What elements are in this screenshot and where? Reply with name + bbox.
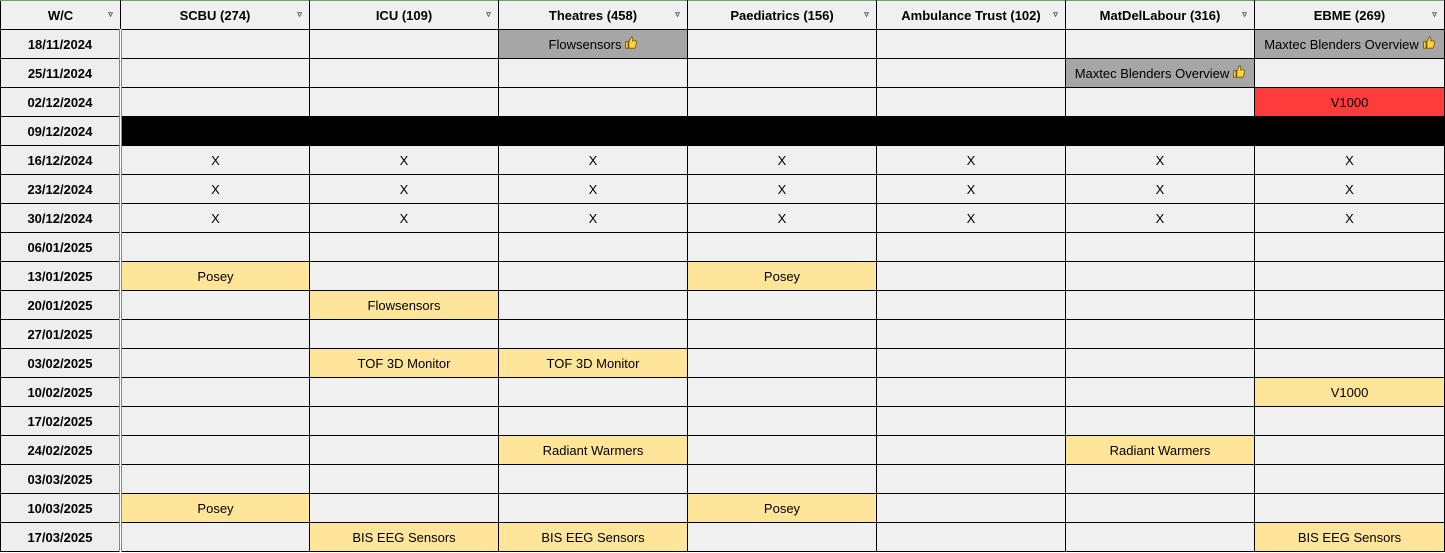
schedule-cell[interactable] [877,88,1066,117]
schedule-cell[interactable] [688,465,877,494]
week-commencing-cell[interactable]: 02/12/2024 [1,88,121,117]
schedule-cell[interactable] [499,233,688,262]
schedule-cell[interactable] [1255,465,1445,494]
schedule-cell[interactable] [310,88,499,117]
column-header-label: EBME (269) [1313,7,1386,23]
schedule-cell[interactable] [121,88,310,117]
column-header[interactable] [1255,1,1445,30]
table-row [1,59,1445,88]
cell-text: X [1155,152,1165,168]
cell-text: Posey [763,268,801,284]
schedule-cell[interactable] [1066,30,1255,59]
schedule-cell[interactable] [1255,320,1445,349]
schedule-cell[interactable] [1066,465,1255,494]
schedule-cell[interactable] [877,59,1066,88]
filter-dropdown-icon[interactable]: ▿ [486,9,491,19]
schedule-cell[interactable] [877,30,1066,59]
column-header[interactable] [310,1,499,30]
schedule-cell[interactable] [310,233,499,262]
column-header-label: W/C [47,7,74,23]
cell-text: X [1345,152,1354,168]
filter-dropdown-icon[interactable]: ▿ [297,9,302,19]
cell-text: Posey [197,500,234,516]
cell-text: BIS EEG Sensors [352,529,456,545]
schedule-cell[interactable] [877,523,1066,552]
table-row [1,523,1445,552]
table-row [1,117,1445,146]
schedule-cell[interactable] [499,349,688,378]
schedule-cell[interactable] [121,407,310,436]
schedule-cell[interactable] [310,59,499,88]
schedule-cell[interactable] [121,262,310,291]
cell-text: X [777,210,787,226]
schedule-cell[interactable] [877,233,1066,262]
cell-text: BIS EEG Sensors [1297,529,1402,545]
cell-text: X [211,152,220,168]
table-row [1,320,1445,349]
schedule-cell[interactable] [688,523,877,552]
schedule-cell[interactable] [688,436,877,465]
filter-dropdown-icon[interactable]: ▿ [1053,9,1058,19]
cell-text: TOF 3D Monitor [546,355,640,371]
schedule-cell[interactable] [499,204,688,233]
table-row [1,175,1445,204]
cell-text: X [966,181,976,197]
annual-leave-banner[interactable]: Annual Leave [121,117,1445,146]
schedule-cell[interactable] [1066,494,1255,523]
column-header-wc[interactable] [1,1,121,30]
schedule-cell[interactable] [688,378,877,407]
schedule-cell[interactable] [310,30,499,59]
schedule-cell[interactable] [1255,175,1445,204]
schedule-cell[interactable] [121,494,310,523]
week-commencing-cell[interactable]: 06/01/2025 [1,233,121,262]
schedule-cell[interactable] [121,146,310,175]
schedule-cell[interactable] [1255,378,1445,407]
schedule-cell[interactable] [1066,291,1255,320]
schedule-cell[interactable] [688,407,877,436]
week-commencing-cell[interactable]: 10/03/2025 [1,494,121,523]
schedule-cell[interactable] [310,349,499,378]
week-commencing-cell[interactable]: 17/03/2025 [1,523,121,552]
schedule-cell[interactable] [688,204,877,233]
week-commencing-cell[interactable]: 17/02/2025 [1,407,121,436]
table-row [1,465,1445,494]
column-header-label: MatDelLabour (316) [1099,7,1221,23]
schedule-cell[interactable] [121,320,310,349]
schedule-cell[interactable] [1066,320,1255,349]
schedule-cell[interactable] [310,262,499,291]
schedule-cell[interactable] [310,523,499,552]
schedule-cell[interactable] [121,204,310,233]
cell-text: Maxtec Blenders Overview [1264,37,1419,52]
cell-text: Maxtec Blenders Overview [1074,66,1230,81]
schedule-cell[interactable] [499,494,688,523]
schedule-cell[interactable] [1066,407,1255,436]
table-row [1,30,1445,59]
column-header[interactable] [688,1,877,30]
schedule-cell[interactable] [499,436,688,465]
schedule-cell[interactable] [499,88,688,117]
schedule-cell[interactable] [121,349,310,378]
schedule-cell[interactable] [310,175,499,204]
week-commencing-cell[interactable]: 30/12/2024 [1,204,121,233]
column-header[interactable] [877,1,1066,30]
schedule-cell[interactable] [499,523,688,552]
schedule-cell[interactable] [1255,407,1445,436]
cell-text: Flowsensors [367,297,441,313]
schedule-cell[interactable] [688,262,877,291]
thumbs-up-icon [1422,36,1435,52]
schedule-cell[interactable] [1066,233,1255,262]
schedule-cell[interactable] [121,378,310,407]
week-commencing-cell[interactable]: 25/11/2024 [1,59,121,88]
schedule-cell[interactable] [877,320,1066,349]
schedule-cell[interactable] [1255,233,1445,262]
week-commencing-cell[interactable]: 10/02/2025 [1,378,121,407]
schedule-cell[interactable] [877,175,1066,204]
cell-text: X [588,210,598,226]
schedule-cell[interactable] [499,59,688,88]
schedule-cell[interactable] [121,523,310,552]
schedule-cell[interactable] [499,146,688,175]
column-header-label: SCBU (274) [179,7,251,23]
schedule-cell[interactable] [499,30,688,59]
schedule-cell[interactable] [877,262,1066,291]
schedule-cell[interactable] [688,146,877,175]
week-commencing-cell[interactable]: 13/01/2025 [1,262,121,291]
cell-text: X [777,152,787,168]
thumbs-up-icon [624,36,637,52]
schedule-cell[interactable] [310,320,499,349]
cell-text: V1000 [1330,384,1369,400]
schedule-cell[interactable] [1255,262,1445,291]
schedule-cell[interactable] [310,204,499,233]
schedule-cell[interactable] [121,233,310,262]
schedule-cell[interactable] [310,407,499,436]
schedule-cell[interactable] [877,291,1066,320]
schedule-cell[interactable] [688,175,877,204]
schedule-cell[interactable] [688,30,877,59]
schedule-cell[interactable] [499,320,688,349]
header-row [1,1,1445,30]
schedule-cell[interactable] [1255,349,1445,378]
schedule-cell[interactable] [877,378,1066,407]
table-body [1,30,1445,552]
schedule-cell[interactable] [1066,523,1255,552]
table-row [1,233,1445,262]
week-commencing-cell[interactable]: 16/12/2024 [1,146,121,175]
cell-text: Posey [197,268,234,284]
filter-dropdown-icon[interactable]: ▿ [1432,9,1437,19]
schedule-cell[interactable] [877,465,1066,494]
column-header-label: Ambulance Trust (102) [901,7,1041,23]
schedule-cell[interactable] [1255,291,1445,320]
schedule-cell[interactable] [499,378,688,407]
schedule-cell[interactable] [1066,146,1255,175]
schedule-cell[interactable] [877,204,1066,233]
schedule-cell[interactable] [310,146,499,175]
table-row [1,291,1445,320]
column-header-label: Paediatrics (156) [730,7,834,23]
week-commencing-cell[interactable]: 18/11/2024 [1,30,121,59]
schedule-cell[interactable] [310,494,499,523]
schedule-cell[interactable] [688,291,877,320]
cell-text: X [1345,181,1354,197]
schedule-cell[interactable] [121,175,310,204]
schedule-cell[interactable] [121,436,310,465]
week-commencing-cell[interactable]: 09/12/2024 [1,117,121,146]
schedule-cell[interactable] [877,436,1066,465]
table-row [1,407,1445,436]
filter-dropdown-icon[interactable]: ▿ [864,9,869,19]
schedule-cell[interactable] [1255,146,1445,175]
schedule-cell[interactable] [499,291,688,320]
filter-dropdown-icon[interactable]: ▿ [675,9,680,19]
schedule-cell[interactable] [1066,349,1255,378]
cell-text: BIS EEG Sensors [541,529,645,545]
schedule-cell[interactable] [499,262,688,291]
schedule-cell[interactable] [1255,88,1445,117]
schedule-cell[interactable] [1066,88,1255,117]
cell-text: V1000 [1330,94,1369,110]
schedule-cell[interactable] [310,436,499,465]
cell-text: X [777,181,787,197]
schedule-cell[interactable] [1255,204,1445,233]
table-row [1,204,1445,233]
schedule-cell[interactable] [688,320,877,349]
schedule-cell[interactable] [877,146,1066,175]
cell-text: Flowsensors [548,37,622,52]
schedule-cell[interactable] [310,291,499,320]
schedule-cell[interactable] [688,59,877,88]
schedule-cell[interactable] [1255,30,1445,59]
cell-text: X [399,152,409,168]
column-header-label: Theatres (458) [548,7,638,23]
schedule-cell[interactable] [310,465,499,494]
cell-text: X [399,210,409,226]
cell-text: Radiant Warmers [542,442,644,458]
week-commencing-cell[interactable]: 23/12/2024 [1,175,121,204]
schedule-cell[interactable] [877,349,1066,378]
column-header[interactable] [121,1,310,30]
cell-text: X [1155,210,1165,226]
cell-text: X [966,210,976,226]
week-commencing-cell[interactable]: 27/01/2025 [1,320,121,349]
schedule-cell[interactable] [1066,378,1255,407]
schedule-cell[interactable] [121,291,310,320]
cell-text: Posey [763,500,801,516]
column-header-label: ICU (109) [375,7,433,23]
cell-text: X [211,181,220,197]
schedule-cell[interactable] [688,494,877,523]
cell-text: TOF 3D Monitor [357,355,451,371]
schedule-cell[interactable] [688,349,877,378]
week-commencing-cell[interactable]: 03/02/2025 [1,349,121,378]
schedule-cell[interactable] [1066,59,1255,88]
table-row [1,262,1445,291]
schedule-cell[interactable] [1255,59,1445,88]
cell-text: Radiant Warmers [1109,442,1211,458]
schedule-cell[interactable] [499,175,688,204]
table-row [1,378,1445,407]
table-row [1,146,1445,175]
schedule-cell[interactable] [121,59,310,88]
cell-text: X [1345,210,1354,226]
schedule-cell[interactable] [1066,204,1255,233]
table-row [1,436,1445,465]
thumbs-up-icon [1232,65,1245,81]
table-header [1,1,1445,30]
schedule-cell[interactable] [499,407,688,436]
table-row [1,494,1445,523]
schedule-cell[interactable] [877,407,1066,436]
table-row [1,88,1445,117]
schedule-cell[interactable] [121,30,310,59]
week-commencing-cell[interactable]: 24/02/2025 [1,436,121,465]
week-commencing-cell[interactable]: 20/01/2025 [1,291,121,320]
cell-text: X [588,181,598,197]
schedule-cell[interactable] [1255,494,1445,523]
filter-dropdown-icon[interactable]: ▿ [108,9,113,19]
column-header[interactable] [499,1,688,30]
schedule-cell[interactable] [1255,523,1445,552]
schedule-cell[interactable] [1066,436,1255,465]
schedule-cell[interactable] [1255,436,1445,465]
cell-text: X [1155,181,1165,197]
schedule-cell[interactable] [310,378,499,407]
week-commencing-cell[interactable]: 03/03/2025 [1,465,121,494]
column-header[interactable] [1066,1,1255,30]
table-row [1,349,1445,378]
cell-text: X [966,152,976,168]
schedule-cell[interactable] [121,465,310,494]
filter-dropdown-icon[interactable]: ▿ [1242,9,1247,19]
schedule-cell[interactable] [499,465,688,494]
schedule-cell[interactable] [1066,175,1255,204]
cell-text: X [588,152,598,168]
cell-text: X [211,210,220,226]
cell-text: X [399,181,409,197]
schedule-cell[interactable] [877,494,1066,523]
schedule-cell[interactable] [1066,262,1255,291]
schedule-cell[interactable] [688,233,877,262]
schedule-cell[interactable] [688,88,877,117]
